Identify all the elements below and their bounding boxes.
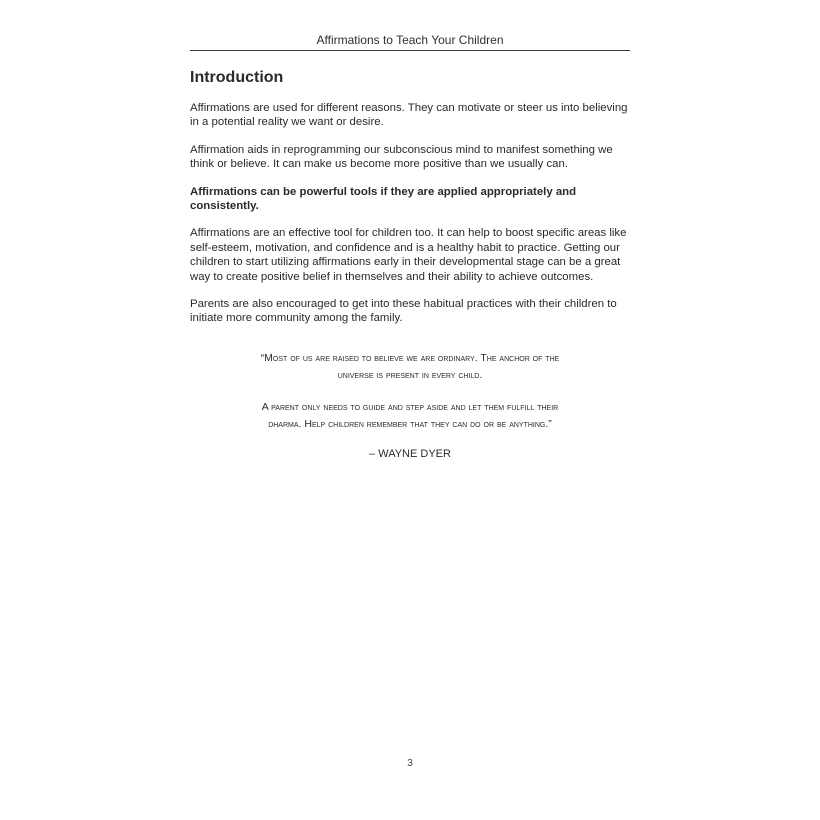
intro-paragraph-2: Affirmation aids in reprogramming our subconscious mind to manifest something we think or believe. It can make us become more positive than we usually can. (190, 143, 613, 171)
section-title: Introduction (190, 69, 284, 86)
chapter-content (190, 68, 635, 339)
quote-block (255, 350, 565, 460)
quote-paragraph-1: “Most of us are raised to believe we are ordinary. The anchor of the universe is present in every child. (260, 352, 560, 381)
running-header: Affirmations to Teach Your Children (190, 33, 630, 51)
quote-paragraph-2: A parent only needs to guide and step aside and let them fulfill their dharma. Help children remember that they can do or be anything.” (261, 401, 559, 430)
page-number: 3 (407, 758, 413, 769)
quote-author: – WAYNE DYER (369, 448, 451, 460)
intro-paragraph-5: Parents are also encouraged to get into these habitual practices with their children to initiate more community among the family. (190, 298, 617, 325)
intro-paragraph-4: Affirmations are an effective tool for children too. It can help to boost specific areas like self-esteem, motivation, and confidence and is a healthy habit to practice. Getting our children to start utilizing affirmations early in their developmental stage can be a great way to create positive belief in themselves and their ability to achieve outcomes. (190, 227, 627, 283)
intro-paragraph-1: Affirmations are used for different reasons. They can motivate or steer us into believing in a potential reality we want or desire. (190, 102, 628, 129)
intro-paragraph-emphasis: Affirmations can be powerful tools if they are applied appropriately and consistently. (190, 185, 577, 213)
